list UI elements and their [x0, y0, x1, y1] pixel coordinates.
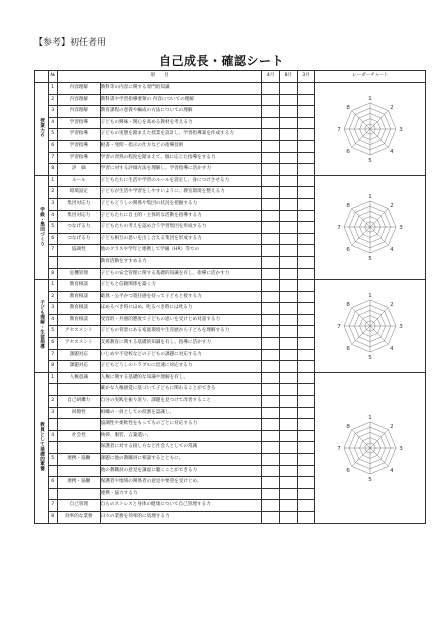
row-number: 8: [48, 361, 57, 373]
radar-axis-label: 8: [346, 302, 351, 309]
row-description: 教育課程の意義や編成の方法についての理解: [100, 106, 262, 118]
row-item: 課題対応: [57, 349, 100, 361]
score-cell-aug[interactable]: [279, 361, 297, 373]
row-item: つなげる力: [57, 233, 100, 245]
row-description: 挨拶、服装、言葉遣い、: [100, 430, 262, 442]
score-cell-mar[interactable]: [297, 291, 315, 303]
row-number: 8: [48, 511, 57, 523]
row-item: [57, 442, 100, 454]
score-cell-aug[interactable]: [279, 187, 297, 199]
score-cell-aug[interactable]: [279, 303, 297, 315]
score-cell-apr[interactable]: [262, 152, 280, 164]
row-number: 8: [48, 268, 57, 280]
radar-axis-label: 6: [346, 148, 351, 155]
score-cell-apr[interactable]: [262, 210, 280, 222]
row-item: 自己研鑽力: [57, 396, 100, 408]
score-cell-aug[interactable]: [279, 152, 297, 164]
row-number: 2: [48, 396, 57, 408]
score-cell-mar[interactable]: [297, 384, 315, 396]
score-cell-apr[interactable]: [262, 442, 280, 454]
radar-axis-label: 5: [368, 256, 372, 263]
score-cell-apr[interactable]: [262, 175, 280, 187]
score-cell-mar[interactable]: [297, 164, 315, 176]
score-cell-aug[interactable]: [279, 175, 297, 187]
score-cell-aug[interactable]: [279, 500, 297, 512]
row-description: 他のクラスや学年と連携して学級（HR）等での: [100, 245, 262, 257]
row-number: 3: [48, 198, 57, 210]
row-number: 2: [48, 291, 57, 303]
row-item: 内容理解: [57, 94, 100, 106]
score-cell-apr[interactable]: [262, 117, 280, 129]
row-item: 教育相談: [57, 280, 100, 292]
row-item: 集団対応力: [57, 210, 100, 222]
row-item: 教育相談: [57, 291, 100, 303]
score-cell-aug[interactable]: [279, 465, 297, 477]
row-item: 協調性: [57, 245, 100, 257]
row-description: 保護者や地域の関係者の意見や要望を受けとめ、: [100, 477, 262, 489]
score-cell-mar[interactable]: [297, 314, 315, 326]
row-number: 7: [48, 245, 57, 257]
score-cell-mar[interactable]: [297, 233, 315, 245]
row-description: 学習の習熟の程度を踏まえて、個に応じた指導をする力: [100, 152, 262, 164]
section-label: [35, 280, 49, 373]
radar-axis-label: 2: [390, 302, 394, 309]
row-item: 集団対応力: [57, 198, 100, 210]
score-cell-apr[interactable]: [262, 106, 280, 118]
score-cell-aug[interactable]: [279, 280, 297, 292]
radar-axis-label: 2: [390, 104, 394, 111]
radar-axis-label: 7: [337, 445, 341, 452]
score-cell-mar[interactable]: [297, 372, 315, 384]
score-cell-mar[interactable]: [297, 430, 315, 442]
score-cell-apr[interactable]: [262, 314, 280, 326]
score-cell-apr[interactable]: [262, 430, 280, 442]
row-number: 6: [48, 233, 57, 245]
table-row: [35, 280, 426, 292]
table-header-row: [35, 71, 426, 83]
score-cell-aug[interactable]: [279, 233, 297, 245]
score-cell-aug[interactable]: [279, 164, 297, 176]
row-number: [48, 384, 57, 396]
row-description: 子どもの安全管理に関する基礎的知識を有し、指導に活かす力: [100, 268, 262, 280]
score-cell-aug[interactable]: [279, 256, 297, 268]
radar-axis-label: 3: [399, 323, 403, 330]
score-cell-mar[interactable]: [297, 280, 315, 292]
row-description: 板書・発問・指示の仕方などの指導技術: [100, 140, 262, 152]
radar-axis-label: 3: [399, 445, 403, 452]
row-description: 学習に対する評価方法を理解し、学習指導に活かす力: [100, 164, 262, 176]
score-cell-apr[interactable]: [262, 140, 280, 152]
section-label-text: 学級・集団づくり: [39, 206, 45, 246]
score-cell-aug[interactable]: [279, 338, 297, 350]
row-description: 子どもの背景にある家庭環境や生育歴から子どもを理解する力: [100, 326, 262, 338]
row-description: 子どもどうしのトラブルに迅速に対応する力: [100, 361, 262, 373]
row-item: 内容理解: [57, 106, 100, 118]
radar-axis-label: 7: [337, 323, 341, 330]
score-cell-aug[interactable]: [279, 129, 297, 141]
section-label: [35, 83, 49, 176]
table-row: [35, 372, 426, 384]
radar-axis-label: 7: [337, 126, 341, 133]
radar-axis-label: 1: [368, 95, 372, 102]
score-cell-apr[interactable]: [262, 268, 280, 280]
row-description: いじめや不登校などの子どもの課題に対応する力: [100, 349, 262, 361]
row-description: 教科書や学習指導要領の 内容についての理解: [100, 94, 262, 106]
row-number: 2: [48, 94, 57, 106]
score-cell-aug[interactable]: [279, 349, 297, 361]
row-item: [57, 256, 100, 268]
row-item: 課題対応: [57, 361, 100, 373]
row-number: [48, 256, 57, 268]
score-cell-aug[interactable]: [279, 511, 297, 523]
score-cell-mar[interactable]: [297, 338, 315, 350]
radar-axis-label: 8: [346, 423, 351, 430]
score-cell-aug[interactable]: [279, 326, 297, 338]
score-cell-mar[interactable]: [297, 303, 315, 315]
row-item: [57, 465, 100, 477]
row-item: 連携・協働: [57, 454, 100, 466]
radar-chart-cell: [315, 280, 426, 373]
score-cell-aug[interactable]: [279, 372, 297, 384]
radar-chart: [334, 191, 406, 263]
header-blank: [35, 71, 49, 83]
score-cell-apr[interactable]: [262, 349, 280, 361]
row-item: 同僚性: [57, 407, 100, 419]
row-description: 自分の実践を振り返り、課題を見つけて改善すること: [100, 396, 262, 408]
row-item: 自己管理: [57, 500, 100, 512]
row-item: 連携・協働: [57, 477, 100, 489]
row-number: 4: [48, 430, 57, 442]
radar-axis-label: 4: [390, 247, 394, 254]
score-cell-aug[interactable]: [279, 430, 297, 442]
self-assessment-table: [34, 70, 426, 524]
radar-chart-cell: [315, 372, 426, 523]
score-cell-mar[interactable]: [297, 442, 315, 454]
score-cell-mar[interactable]: [297, 210, 315, 222]
score-cell-aug[interactable]: [279, 384, 297, 396]
score-cell-mar[interactable]: [297, 222, 315, 234]
score-cell-aug[interactable]: [279, 314, 297, 326]
row-item: 内容理解: [57, 83, 100, 95]
row-number: [48, 419, 57, 431]
row-description: 他の教職員の意見を謙虚に聴くことができる力: [100, 465, 262, 477]
row-item: 学習指導: [57, 140, 100, 152]
score-cell-apr[interactable]: [262, 164, 280, 176]
row-description: ほめるべき時にほめ、叱るべき時には叱る力: [100, 303, 262, 315]
score-cell-mar[interactable]: [297, 419, 315, 431]
score-cell-mar[interactable]: [297, 326, 315, 338]
row-item: 教育相談: [57, 314, 100, 326]
score-cell-aug[interactable]: [279, 268, 297, 280]
score-cell-aug[interactable]: [279, 488, 297, 500]
radar-axis-label: 8: [346, 203, 351, 210]
row-description: 子どもの実態を踏まえた授業を設計し、学習指導案を作成する力: [100, 129, 262, 141]
row-number: 8: [48, 164, 57, 176]
score-cell-apr[interactable]: [262, 129, 280, 141]
row-item: [57, 384, 100, 396]
score-cell-mar[interactable]: [297, 511, 315, 523]
header-month-apr: 4月: [262, 71, 280, 83]
row-number: 4: [48, 210, 57, 222]
score-cell-aug[interactable]: [279, 140, 297, 152]
score-cell-apr[interactable]: [262, 338, 280, 350]
row-item: 教育相談: [57, 303, 100, 315]
row-description: 子どもたちの考えを認め合う学習集団を形成する力: [100, 222, 262, 234]
radar-chart-cell: [315, 83, 426, 176]
row-description: 自らのストレスと身体の健康について自己管理する力: [100, 500, 262, 512]
score-cell-apr[interactable]: [262, 477, 280, 489]
row-description: 教科等の内容に関する専門的知識: [100, 83, 262, 95]
score-cell-aug[interactable]: [279, 222, 297, 234]
row-description: 子どもと信頼関係を築く力: [100, 280, 262, 292]
radar-axis-label: 4: [390, 148, 394, 155]
score-cell-mar[interactable]: [297, 349, 315, 361]
score-cell-mar[interactable]: [297, 175, 315, 187]
radar-axis-label: 6: [346, 467, 351, 474]
score-cell-mar[interactable]: [297, 129, 315, 141]
score-cell-apr[interactable]: [262, 187, 280, 199]
score-cell-apr[interactable]: [262, 245, 280, 257]
score-cell-mar[interactable]: [297, 198, 315, 210]
score-cell-apr[interactable]: [262, 83, 280, 95]
row-number: 7: [48, 152, 57, 164]
row-description: 子ども相互の思いを出し合える集団を形成する力: [100, 233, 262, 245]
row-number: 7: [48, 349, 57, 361]
score-cell-aug[interactable]: [279, 442, 297, 454]
row-description: 協調性や柔軟性をもってものごとに対応する力: [100, 419, 262, 431]
row-number: 1: [48, 280, 57, 292]
score-cell-apr[interactable]: [262, 326, 280, 338]
row-number: [48, 442, 57, 454]
score-cell-aug[interactable]: [279, 83, 297, 95]
radar-axis-label: 2: [390, 203, 394, 210]
row-number: 5: [48, 326, 57, 338]
row-description: 連携・協力する力: [100, 488, 262, 500]
row-item: アセスメント: [57, 338, 100, 350]
row-item: 学習指導: [57, 152, 100, 164]
score-cell-aug[interactable]: [279, 210, 297, 222]
row-description: 人権に関する基礎的な知識や理解を有し、: [100, 372, 262, 384]
header-items: 項 目: [57, 71, 261, 83]
document-title: 自己成長・確認シート: [158, 54, 284, 68]
radar-chart: [334, 93, 406, 165]
row-description: 子どもの興味・関心を高める教材を考える力: [100, 117, 262, 129]
row-number: 3: [48, 106, 57, 118]
row-description: 組織の一員としての役割を認識し、: [100, 407, 262, 419]
score-cell-apr[interactable]: [262, 465, 280, 477]
row-item: つなげる力: [57, 222, 100, 234]
row-number: 2: [48, 187, 57, 199]
row-description: 子どもたちに生活や学習のルールを設定し、身につけさせる力: [100, 175, 262, 187]
score-cell-mar[interactable]: [297, 465, 315, 477]
score-cell-apr[interactable]: [262, 419, 280, 431]
row-item: 環境設定: [57, 187, 100, 199]
score-cell-mar[interactable]: [297, 268, 315, 280]
row-number: 6: [48, 477, 57, 489]
row-description: 子どもどうしの関係や集団の状況を把握する力: [100, 198, 262, 210]
score-cell-apr[interactable]: [262, 407, 280, 419]
radar-chart: [334, 290, 406, 362]
row-item: 社会性: [57, 430, 100, 442]
score-cell-apr[interactable]: [262, 454, 280, 466]
row-item: 人権意識: [57, 372, 100, 384]
score-cell-apr[interactable]: [262, 511, 280, 523]
radar-axis-label: 5: [368, 354, 372, 361]
row-number: [48, 465, 57, 477]
score-cell-apr[interactable]: [262, 372, 280, 384]
radar-axis-label: 5: [368, 476, 372, 483]
score-cell-mar[interactable]: [297, 117, 315, 129]
score-cell-mar[interactable]: [297, 106, 315, 118]
score-cell-apr[interactable]: [262, 256, 280, 268]
row-description: 日々の業務を効率的に処理する力: [100, 511, 262, 523]
row-number: 1: [48, 83, 57, 95]
score-cell-mar[interactable]: [297, 152, 315, 164]
score-cell-mar[interactable]: [297, 454, 315, 466]
row-item: 危機管理: [57, 268, 100, 280]
row-description: 保護者に対する接し方など社会人としての常識: [100, 442, 262, 454]
row-number: 3: [48, 407, 57, 419]
score-cell-mar[interactable]: [297, 396, 315, 408]
row-description: 課題に他の教職員に相談するとともに、: [100, 454, 262, 466]
radar-axis-label: 4: [390, 467, 394, 474]
row-number: [48, 488, 57, 500]
row-description: 子どもたちに自主的・主体的な活動を指導する力: [100, 210, 262, 222]
row-number: 4: [48, 117, 57, 129]
radar-axis-label: 8: [346, 104, 351, 111]
radar-axis-label: 1: [368, 194, 372, 201]
radar-axis-label: 4: [390, 345, 394, 352]
score-cell-mar[interactable]: [297, 245, 315, 257]
radar-axis-label: 5: [368, 157, 372, 164]
score-cell-apr[interactable]: [262, 488, 280, 500]
row-item: [57, 488, 100, 500]
score-cell-aug[interactable]: [279, 245, 297, 257]
document-tag: 【参考】初任者用: [34, 38, 107, 48]
table-row: [35, 83, 426, 95]
score-cell-apr[interactable]: [262, 198, 280, 210]
header-month-aug: 8月: [279, 71, 297, 83]
score-cell-aug[interactable]: [279, 477, 297, 489]
row-number: 3: [48, 303, 57, 315]
header-month-mar: 3月: [297, 71, 315, 83]
row-number: 7: [48, 500, 57, 512]
score-cell-mar[interactable]: [297, 83, 315, 95]
row-item: 効率的な業務: [57, 511, 100, 523]
row-number: 1: [48, 372, 57, 384]
row-number: 1: [48, 175, 57, 187]
row-description: 確かな人権感覚に基づいて子どもに関わることができる: [100, 384, 262, 396]
score-cell-mar[interactable]: [297, 500, 315, 512]
section-label-text: 教員として基礎的素養: [39, 421, 45, 471]
row-number: 5: [48, 222, 57, 234]
row-description: 支援教育に関する基礎的知識を有し、指導に活かす力: [100, 338, 262, 350]
section-label: [35, 372, 49, 523]
score-cell-apr[interactable]: [262, 280, 280, 292]
score-cell-apr[interactable]: [262, 94, 280, 106]
score-cell-apr[interactable]: [262, 384, 280, 396]
row-item: アセスメント: [57, 326, 100, 338]
row-number: 5: [48, 129, 57, 141]
row-number: 4: [48, 314, 57, 326]
row-item: ルール: [57, 175, 100, 187]
radar-axis-label: 6: [346, 247, 351, 254]
row-item: 評 価: [57, 164, 100, 176]
row-description: 教育活動をすすめる力: [100, 256, 262, 268]
header-number: №: [48, 71, 57, 83]
score-cell-mar[interactable]: [297, 477, 315, 489]
table-row: [35, 175, 426, 187]
score-cell-aug[interactable]: [279, 291, 297, 303]
score-cell-apr[interactable]: [262, 396, 280, 408]
score-cell-apr[interactable]: [262, 361, 280, 373]
row-item: 学習指導: [57, 117, 100, 129]
section-label-text: 子ども理解・生徒指導: [39, 300, 45, 350]
score-cell-aug[interactable]: [279, 198, 297, 210]
radar-axis-label: 3: [399, 225, 403, 232]
score-cell-apr[interactable]: [262, 303, 280, 315]
section-label: [35, 175, 49, 279]
radar-axis-label: 3: [399, 126, 403, 133]
row-number: 5: [48, 454, 57, 466]
score-cell-apr[interactable]: [262, 222, 280, 234]
score-cell-apr[interactable]: [262, 233, 280, 245]
score-cell-mar[interactable]: [297, 94, 315, 106]
row-item: [57, 419, 100, 431]
score-cell-aug[interactable]: [279, 419, 297, 431]
radar-axis-label: 2: [390, 423, 394, 430]
row-description: 子どもが生活や学習をしやすいように、教室環境を整える力: [100, 187, 262, 199]
radar-axis-label: 1: [368, 414, 372, 421]
score-cell-mar[interactable]: [297, 187, 315, 199]
section-label-text: 授業力６: [39, 117, 45, 138]
score-cell-aug[interactable]: [279, 407, 297, 419]
score-cell-apr[interactable]: [262, 291, 280, 303]
radar-axis-label: 7: [337, 225, 341, 232]
radar-axis-label: 6: [346, 345, 351, 352]
row-description: 受容的・共感的態度で子どもの思いを受けとめ対話する力: [100, 314, 262, 326]
score-cell-mar[interactable]: [297, 361, 315, 373]
score-cell-mar[interactable]: [297, 488, 315, 500]
score-cell-mar[interactable]: [297, 140, 315, 152]
radar-chart: [334, 412, 406, 484]
score-cell-apr[interactable]: [262, 500, 280, 512]
row-description: 厳異・公平かつ寛任感を持って子どもと接する力: [100, 291, 262, 303]
score-cell-aug[interactable]: [279, 117, 297, 129]
radar-chart-cell: [315, 175, 426, 279]
score-cell-mar[interactable]: [297, 256, 315, 268]
radar-axis-label: 1: [368, 292, 372, 299]
row-number: 6: [48, 140, 57, 152]
score-cell-aug[interactable]: [279, 94, 297, 106]
score-cell-mar[interactable]: [297, 407, 315, 419]
row-item: 学習指導: [57, 129, 100, 141]
row-number: 6: [48, 338, 57, 350]
score-cell-aug[interactable]: [279, 454, 297, 466]
score-cell-aug[interactable]: [279, 396, 297, 408]
header-radar-chart: レーダーチャート: [315, 71, 426, 83]
score-cell-aug[interactable]: [279, 106, 297, 118]
